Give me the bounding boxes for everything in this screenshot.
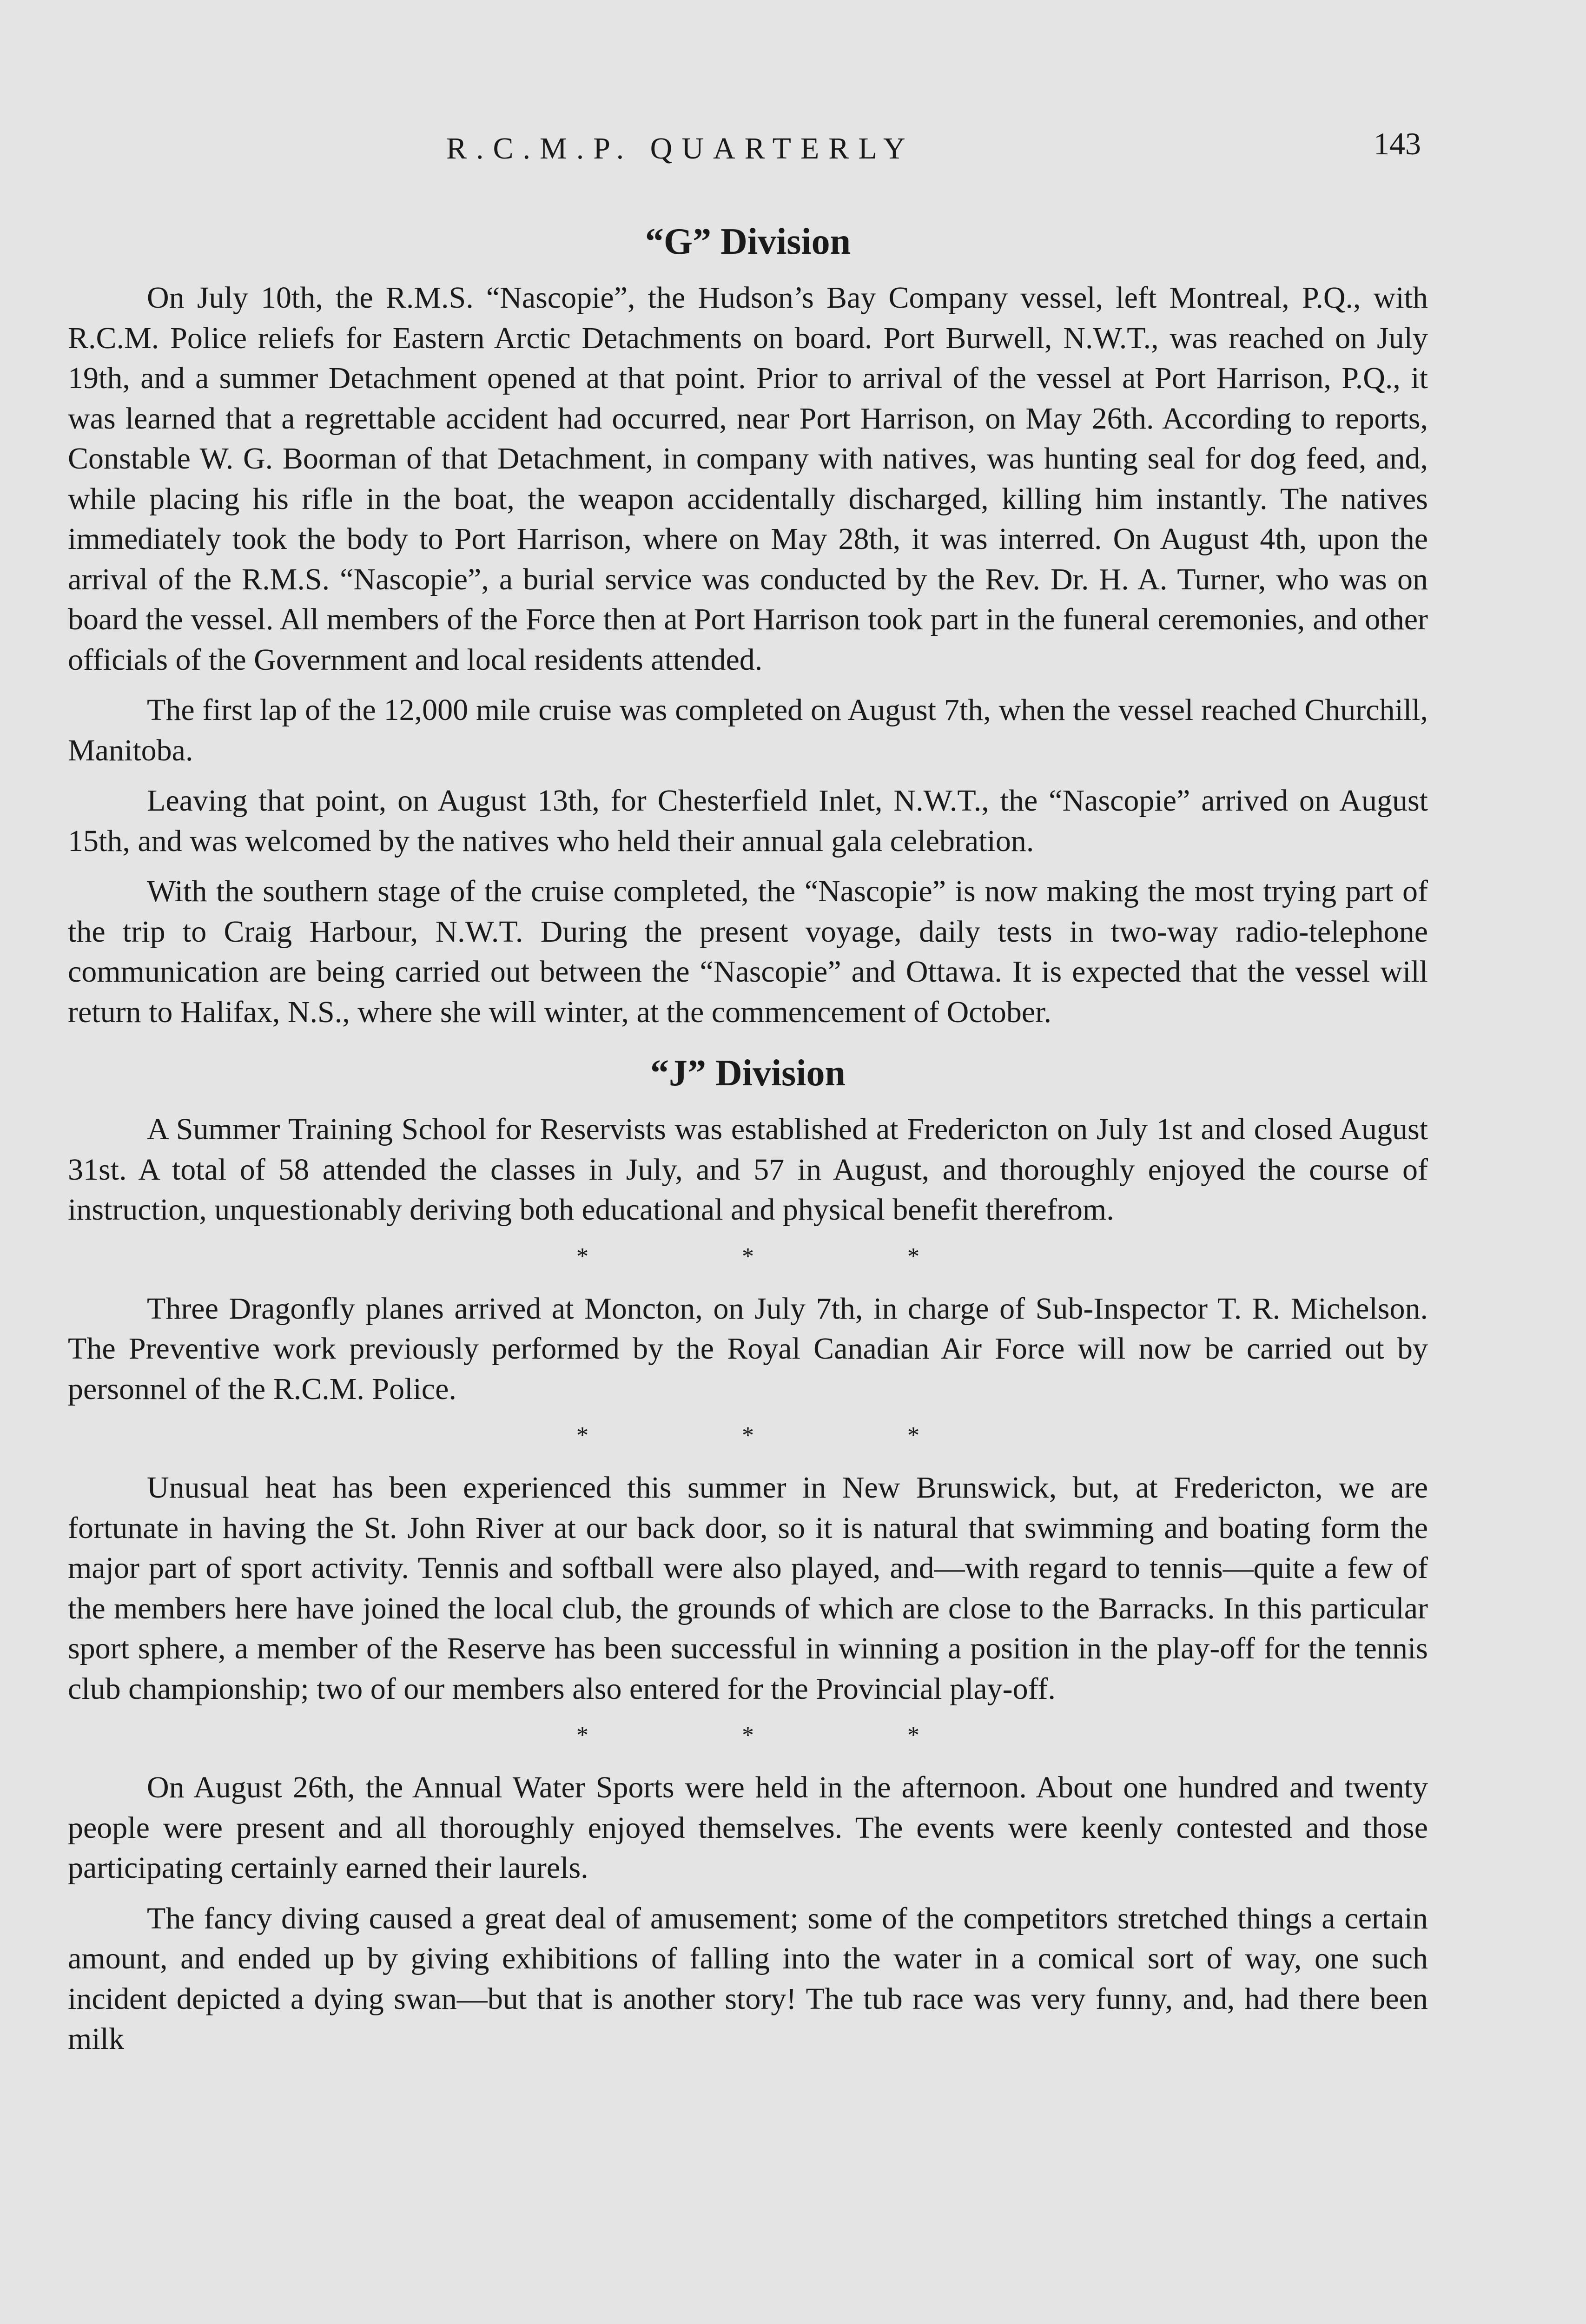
asterisk-separator [68, 1419, 1428, 1452]
asterisk: * [742, 1243, 754, 1270]
paragraph: A Summer Training School for Reservists was established at Fredericton on July 1st and closed August 31st. A total of 58 attended the classes in July, and 57 in August, and thoroughly enjoyed the course of instruction, unquestionably deriving both educational and physical benefit therefrom. [68, 1112, 1428, 1227]
paragraph: Unusual heat has been experienced this summer in New Brunswick, but, at Fredericton, we are fortunate in having the St. John River at our back door, so it is natural that swimming and boating form the major part of sport activity. Tennis and softball were also played, and—with regard to tennis—quite a few of the members here have joined the local club, the grounds of which are close to the Barracks. In this particular sport sphere, a member of the Reserve has been successful in winning a position in the play-off for the tennis club championship; two of our members also entered for the Provincial play-off. [68, 1471, 1428, 1706]
paragraph: Three Dragonfly planes arrived at Moncton, on July 7th, in charge of Sub-Inspector T. R. Michelson. The Preventive work previously performed by the Royal Canadian Air Force will now be carried out by personnel of the R.C.M. Police. [68, 1291, 1428, 1406]
section-heading-j-division: “J” Division [650, 1053, 846, 1094]
paragraph: With the southern stage of the cruise completed, the “Nascopie” is now making the most trying part of the trip to Craig Harbour, N.W.T. During the present voyage, daily tests in two-way radio-telephone communication are being carried out between the “Nascopie” and Ottawa. It is expected that the vessel will return to Halifax, N.S., where she will winter, at the commencement of October. [68, 874, 1428, 1029]
asterisk: * [742, 1722, 754, 1749]
section-heading-g-division: “G” Division [645, 221, 851, 262]
asterisk-separator [68, 1241, 1428, 1273]
paragraph: The fancy diving caused a great deal of amusement; some of the competitors stretched things a certain amount, and ended up by giving exhibitions of falling into the water in a comical sort of way, one such incident depicted a dying swan—but that is another story! The tub race was very funny, and, had there been milk [68, 1901, 1428, 2056]
paragraph: Leaving that point, on August 13th, for Chesterfield Inlet, N.W.T., the “Nascopie” arrived on August 15th, and was welcomed by the natives who held their annual gala celebration. [68, 784, 1428, 858]
page-number: 143 [1374, 126, 1421, 161]
asterisk: * [576, 1422, 588, 1449]
asterisk: * [576, 1243, 588, 1270]
asterisk: * [907, 1422, 919, 1449]
running-title: R.C.M.P. QUARTERLY [446, 132, 915, 165]
asterisk: * [907, 1243, 919, 1270]
asterisk: * [742, 1422, 754, 1449]
asterisk: * [907, 1722, 919, 1749]
paragraph: On August 26th, the Annual Water Sports were held in the afternoon. About one hundred and twenty people were present and all thoroughly enjoyed themselves. The events were keenly contested and those participating certainly earned their laurels. [68, 1770, 1428, 1885]
running-head [0, 125, 1586, 177]
asterisk-separator [68, 1719, 1428, 1752]
article-body [68, 218, 1428, 2070]
asterisk: * [576, 1722, 588, 1749]
paragraph: The first lap of the 12,000 mile cruise was completed on August 7th, when the vessel reached Churchill, Manitoba. [68, 693, 1428, 767]
paragraph: On July 10th, the R.M.S. “Nascopie”, the Hudson’s Bay Company vessel, left Montreal, P.Q., with R.C.M. Police reliefs for Eastern Arctic Detachments on board. Port Burwell, N.W.T., was reached on July 19th, and a summer Detachment opened at that point. Prior to arrival of the vessel at Port Harrison, P.Q., it was learned that a regrettable accident had occurred, near Port Harrison, on May 26th. According to reports, Constable W. G. Boorman of that Detachment, in company with natives, was hunting seal for dog feed, and, while placing his rifle in the boat, the weapon accidentally discharged, killing him instantly. The natives immediately took the body to Port Harrison, where on May 28th, it was interred. On August 4th, upon the arrival of the R.M.S. “Nascopie”, a burial service was conducted by the Rev. Dr. H. A. Turner, who was on board the vessel. All members of the Force then at Port Harrison took part in the funeral ceremonies, and other officials of the Government and local residents attended. [68, 281, 1428, 677]
